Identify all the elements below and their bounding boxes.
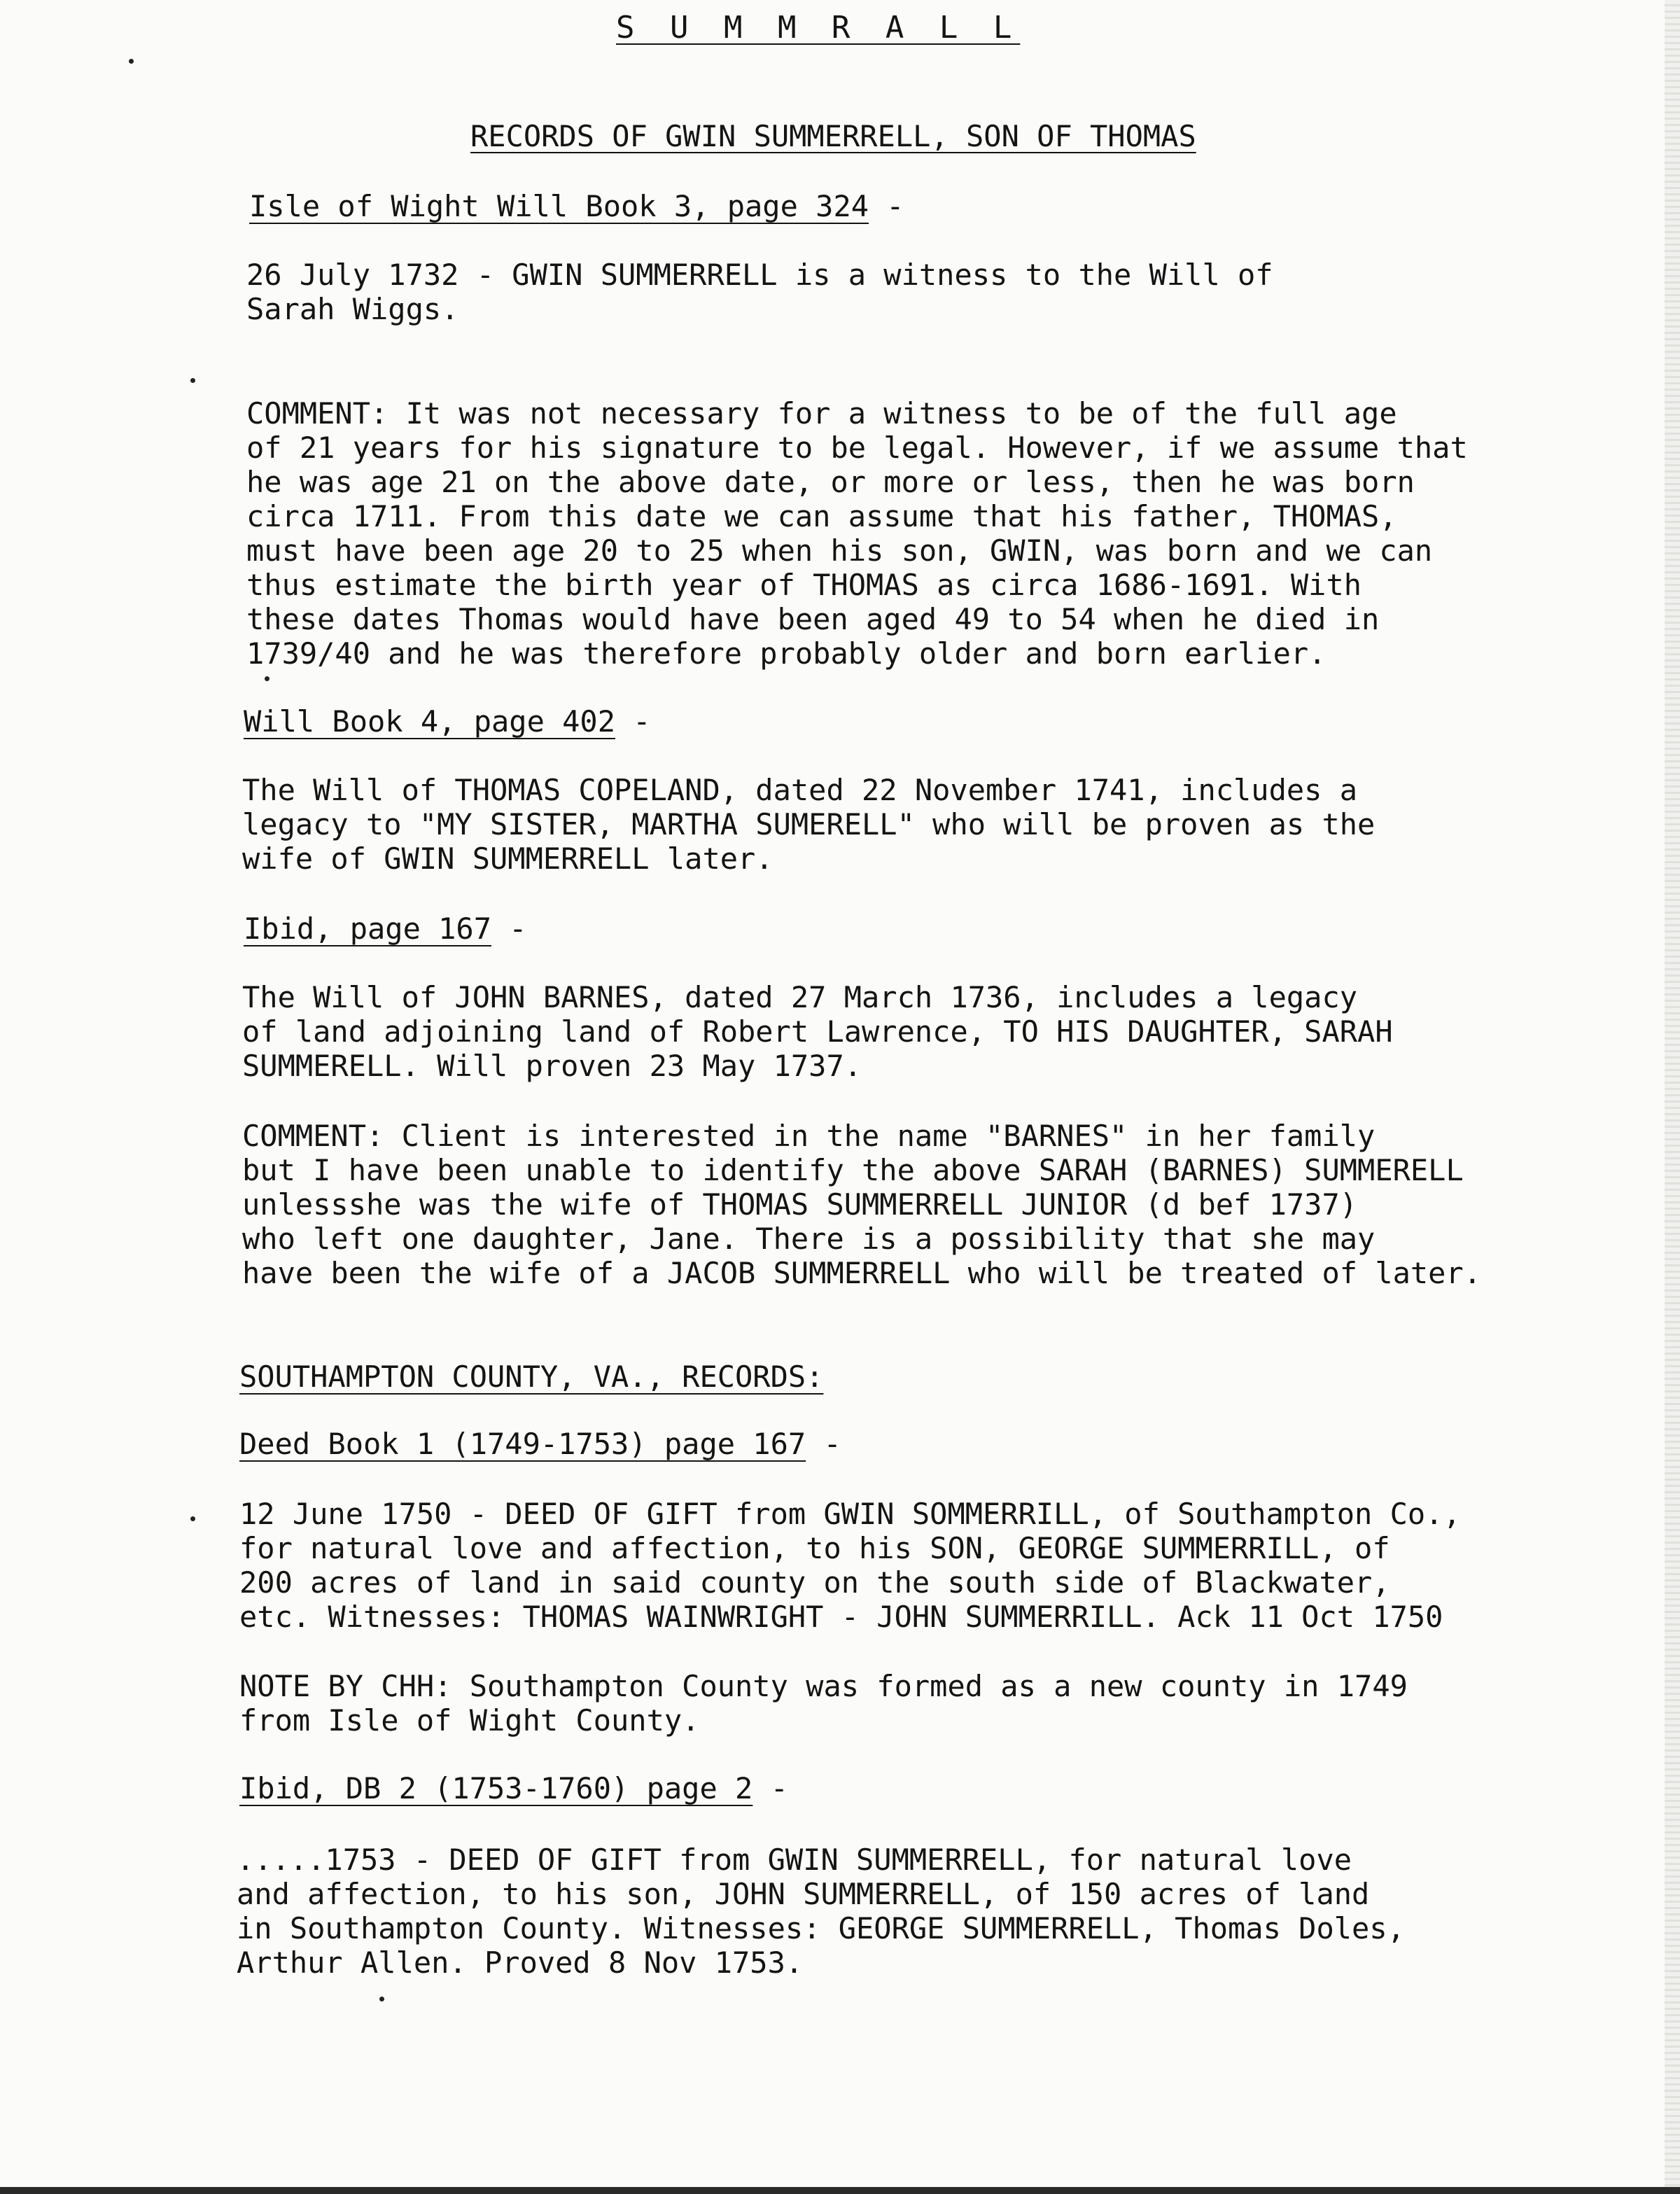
paragraph-barnes-will: The Will of JOHN BARNES, dated 27 March 1736, includes a legacy of land adjoining land of Robert Lawrence, TO HIS DAUGHTER, SARAH SUMMERELL. Will proven 23 May 1737. — [242, 980, 1393, 1083]
scan-speck — [129, 59, 134, 64]
heading-suffix: - — [615, 704, 651, 739]
page-bottom-edge — [0, 2187, 1680, 2194]
section-heading-will-book-4 — [244, 704, 651, 739]
heading-suffix: - — [869, 189, 904, 223]
page-edge-shadow — [1665, 0, 1680, 2194]
section-heading-southampton — [239, 1360, 823, 1394]
heading-suffix: - — [491, 911, 527, 946]
paragraph-witness-1732: 26 July 1732 - GWIN SUMMERRELL is a witness to the Will of Sarah Wiggs. — [246, 258, 1273, 326]
section-heading-ibid-167 — [244, 911, 527, 946]
heading-suffix: - — [806, 1427, 841, 1461]
paragraph-comment-barnes: COMMENT: Client is interested in the name "BARNES" in her family but I have been unable to identify the above SARAH (BARNES) SUMMERELL unlessshe was the wife of THOMAS SUMMERRELL JUNIOR (d bef 1737) who left one daughter, Jane. There is a possibility that she may have been the wife of a JACOB SUMMERRELL who will be treated of later. — [242, 1119, 1482, 1290]
section-heading-will-book-3 — [249, 189, 904, 223]
scan-speck — [190, 378, 195, 383]
page-title: S U M M R A L L — [616, 10, 1021, 46]
scan-speck — [265, 676, 270, 681]
heading-text: Deed Book 1 (1749-1753) page 167 — [239, 1427, 806, 1461]
heading-text: Ibid, DB 2 (1753-1760) page 2 — [239, 1771, 753, 1805]
paragraph-deed-1753: .....1753 - DEED OF GIFT from GWIN SUMMERRELL, for natural love and affection, to his son, JOHN SUMMERRELL, of 150 acres of land in Southampton County. Witnesses: GEORGE SUMMERRELL, Thomas Doles, Arthur Allen. Proved 8 Nov 1753. — [237, 1843, 1405, 1980]
paragraph-copeland-will: The Will of THOMAS COPELAND, dated 22 November 1741, includes a legacy to "MY SISTER, MARTHA SUMERELL" who will be proven as the wife of GWIN SUMMERRELL later. — [242, 773, 1376, 876]
section-heading-ibid-db2 — [239, 1771, 788, 1805]
page-subtitle: RECORDS OF GWIN SUMMERRELL, SON OF THOMAS — [470, 119, 1196, 153]
scan-speck — [190, 1516, 195, 1521]
heading-text: Ibid, page 167 — [244, 911, 492, 946]
paragraph-note-chh: NOTE BY CHH: Southampton County was formed as a new county in 1749 from Isle of Wight County. — [239, 1669, 1408, 1738]
heading-text: Will Book 4, page 402 — [244, 704, 616, 739]
heading-text: SOUTHAMPTON COUNTY, VA., RECORDS: — [239, 1360, 824, 1394]
scan-speck — [379, 1997, 384, 2001]
heading-text: Isle of Wight Will Book 3, page 324 — [249, 189, 869, 223]
heading-suffix: - — [752, 1771, 788, 1805]
paragraph-deed-1750: 12 June 1750 - DEED OF GIFT from GWIN SOMMERRILL, of Southampton Co., for natural love and affection, to his SON, GEORGE SUMMERRILL, of 200 acres of land in said county on the south side of Blackwater, etc. Witnesses: THOMAS WAINWRIGHT - JOHN SUMMERRILL. Ack 11 Oct 1750 — [239, 1497, 1461, 1634]
paragraph-comment-age: COMMENT: It was not necessary for a witness to be of the full age of 21 years for his signature to be legal. However, if we assume that he was age 21 on the above date, or more or less, then he was born circa 1711. From this date we can assume that his father, THOMAS, must have been age 20 to 25 when his son, GWIN, was born and we can thus estimate the birth year of THOMAS as circa 1686-1691. With these dates Thomas would have been aged 49 to 54 when he died in 1739/40 and he was therefore probably older and born earlier. — [246, 396, 1468, 671]
section-heading-deed-book-1 — [239, 1427, 841, 1461]
